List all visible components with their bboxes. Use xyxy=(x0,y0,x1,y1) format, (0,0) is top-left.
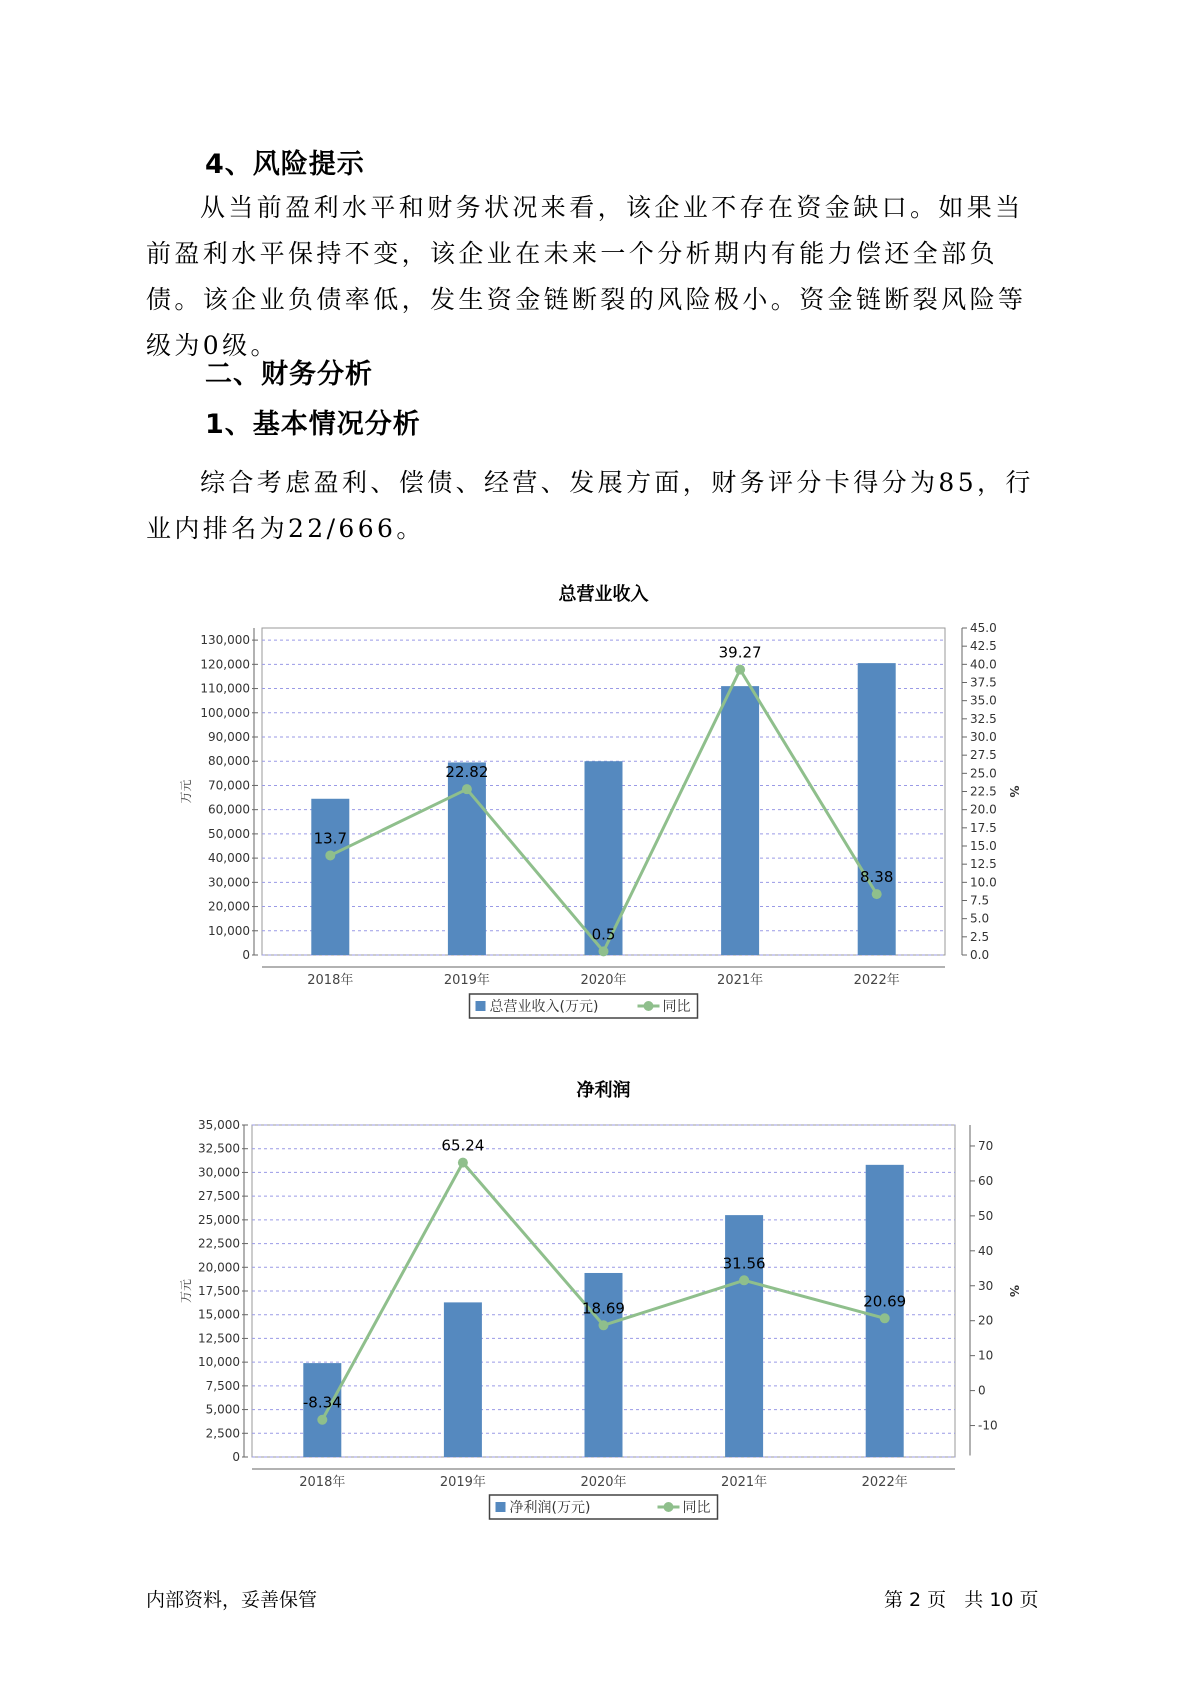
y2-tick-label: 12.5 xyxy=(970,857,997,872)
y-tick-label: 110,000 xyxy=(200,681,250,696)
yoy-data-label: 31.56 xyxy=(722,1254,766,1273)
yoy-data-label: -8.34 xyxy=(302,1393,342,1412)
y-tick-label: 12,500 xyxy=(198,1331,240,1346)
legend-label-line: 同比 xyxy=(662,999,691,1015)
yoy-data-label: 18.69 xyxy=(582,1299,625,1318)
y2-axis-label: % xyxy=(1007,1284,1021,1298)
x-tick-label: 2019年 xyxy=(439,1475,486,1490)
legend-swatch-bar xyxy=(476,1001,486,1011)
legend-swatch-bar xyxy=(496,1502,506,1512)
y-tick-label: 35,000 xyxy=(198,1118,240,1132)
x-tick-label: 2019年 xyxy=(443,973,490,988)
footer-left: 内部资料，妥善保管 xyxy=(146,1589,318,1611)
y2-tick-label: 50 xyxy=(978,1208,994,1223)
x-tick-label: 2020年 xyxy=(580,973,627,988)
y-tick-label: 25,000 xyxy=(198,1212,240,1227)
bar xyxy=(725,1215,763,1457)
finance-heading: 二、财务分析 xyxy=(205,359,373,390)
y2-tick-label: 37.5 xyxy=(970,675,997,690)
y-tick-label: 20,000 xyxy=(198,1260,240,1275)
y2-tick-label: 30 xyxy=(978,1278,994,1293)
x-tick-label: 2022年 xyxy=(853,973,900,988)
y-tick-label: 10,000 xyxy=(198,1355,240,1370)
x-tick-label: 2020年 xyxy=(580,1475,627,1490)
y-tick-label: 10,000 xyxy=(208,923,250,938)
y2-tick-label: 70 xyxy=(978,1138,994,1153)
y-tick-label: 17,500 xyxy=(198,1284,240,1298)
x-tick-label: 2018年 xyxy=(307,973,354,988)
net-profit-chart xyxy=(0,1072,1191,1542)
yoy-point xyxy=(458,1158,468,1168)
yoy-data-label: 13.7 xyxy=(313,829,348,848)
y2-tick-label: 42.5 xyxy=(970,639,997,654)
x-tick-label: 2022年 xyxy=(861,1475,908,1490)
y-tick-label: 80,000 xyxy=(208,754,250,769)
y-tick-label: 60,000 xyxy=(208,802,250,817)
y2-tick-label: 15.0 xyxy=(970,839,997,853)
y2-tick-label: 10 xyxy=(978,1348,994,1363)
bar xyxy=(858,663,896,955)
bar xyxy=(311,799,349,955)
y-tick-label: 50,000 xyxy=(208,826,250,841)
y2-tick-label: 10.0 xyxy=(970,875,997,890)
legend-label-line: 同比 xyxy=(682,1500,711,1516)
yoy-data-label: 65.24 xyxy=(441,1136,485,1155)
yoy-point xyxy=(872,889,882,899)
y2-tick-label: 22.5 xyxy=(970,784,997,799)
y-tick-label: 120,000 xyxy=(200,657,250,672)
yoy-data-label: 39.27 xyxy=(718,643,762,662)
yoy-data-label: 0.5 xyxy=(591,925,616,944)
yoy-data-label: 22.82 xyxy=(445,763,489,782)
y2-tick-label: 32.5 xyxy=(970,711,997,726)
y2-tick-label: 45.0 xyxy=(970,621,997,635)
yoy-point xyxy=(317,1415,327,1425)
y-tick-label: 7,500 xyxy=(205,1378,240,1393)
y-tick-label: 27,500 xyxy=(198,1189,240,1204)
y-tick-label: 15,000 xyxy=(198,1307,240,1322)
chart-title: 总营业收入 xyxy=(558,584,649,605)
yoy-point xyxy=(880,1313,890,1323)
y-tick-label: 2,500 xyxy=(205,1426,240,1441)
y-axis-label: 万元 xyxy=(179,1278,193,1304)
y2-tick-label: 27.5 xyxy=(970,748,997,763)
y-tick-label: 70,000 xyxy=(208,778,250,793)
y-tick-label: 5,000 xyxy=(205,1402,240,1417)
legend-swatch-point xyxy=(644,1001,654,1011)
risk-paragraph: 从当前盈利水平和财务状况来看，该企业不存在资金缺口。如果当前盈利水平保持不变，该企业在未来一个分析期内有能力偿还全部负债。该企业负债率低，发生资金链断裂的风险极小。资金链断裂风险等级为0级。 xyxy=(146,193,1027,360)
y-tick-label: 30,000 xyxy=(208,875,250,890)
x-tick-label: 2021年 xyxy=(717,973,764,988)
y2-tick-label: 2.5 xyxy=(970,929,990,944)
bar xyxy=(444,1302,482,1457)
yoy-point xyxy=(462,784,472,794)
yoy-point xyxy=(735,665,745,675)
yoy-point xyxy=(599,946,609,956)
y-tick-label: 30,000 xyxy=(198,1165,240,1180)
risk-heading: 4、风险提示 xyxy=(205,149,365,180)
legend-swatch-point xyxy=(664,1502,674,1512)
y-tick-label: 32,500 xyxy=(198,1141,240,1156)
y2-tick-label: 60 xyxy=(978,1173,994,1188)
y2-tick-label: 40 xyxy=(978,1243,994,1258)
y2-tick-label: 0.0 xyxy=(970,948,990,962)
y-axis-label: 万元 xyxy=(179,779,193,804)
y2-tick-label: 20 xyxy=(978,1313,994,1328)
yoy-point xyxy=(739,1275,749,1285)
y2-tick-label: 5.0 xyxy=(970,911,990,926)
legend-label-bar: 净利润(万元) xyxy=(509,1500,591,1516)
y2-tick-label: 20.0 xyxy=(970,802,997,817)
y-tick-label: 40,000 xyxy=(208,851,250,866)
y-tick-label: 100,000 xyxy=(200,705,250,720)
y2-tick-label: 25.0 xyxy=(970,766,997,781)
y-tick-label: 0 xyxy=(242,948,250,962)
y2-tick-label: 30.0 xyxy=(970,730,997,744)
y2-tick-label: 7.5 xyxy=(970,893,990,908)
y2-axis-label: % xyxy=(1007,785,1021,798)
legend-label-bar: 总营业收入(万元) xyxy=(489,999,599,1015)
yoy-point xyxy=(325,850,335,860)
y-tick-label: 22,500 xyxy=(198,1236,240,1251)
y-tick-label: 0 xyxy=(232,1450,240,1464)
y2-tick-label: 40.0 xyxy=(970,657,997,672)
chart-title: 净利润 xyxy=(576,1080,631,1101)
x-tick-label: 2021年 xyxy=(721,1475,768,1490)
yoy-data-label: 8.38 xyxy=(859,868,894,887)
y2-tick-label: -10 xyxy=(978,1418,998,1433)
yoy-point xyxy=(599,1320,609,1330)
yoy-data-label: 20.69 xyxy=(863,1292,907,1311)
bar xyxy=(866,1165,904,1457)
y2-tick-label: 17.5 xyxy=(970,820,997,835)
x-tick-label: 2018年 xyxy=(299,1475,346,1490)
y-tick-label: 90,000 xyxy=(208,730,250,744)
basic-paragraph: 综合考虑盈利、偿债、经营、发展方面，财务评分卡得分为85，行业内排名为22/666。 xyxy=(146,468,1034,543)
y2-tick-label: 35.0 xyxy=(970,693,997,708)
y-tick-label: 130,000 xyxy=(200,633,250,648)
y-tick-label: 20,000 xyxy=(208,899,250,914)
revenue-chart xyxy=(0,572,1191,1042)
y2-tick-label: 0 xyxy=(978,1383,986,1398)
bar xyxy=(721,686,759,955)
basic-heading: 1、基本情况分析 xyxy=(205,409,421,440)
footer-page-number: 第 2 页 共 10 页 xyxy=(884,1589,1039,1611)
